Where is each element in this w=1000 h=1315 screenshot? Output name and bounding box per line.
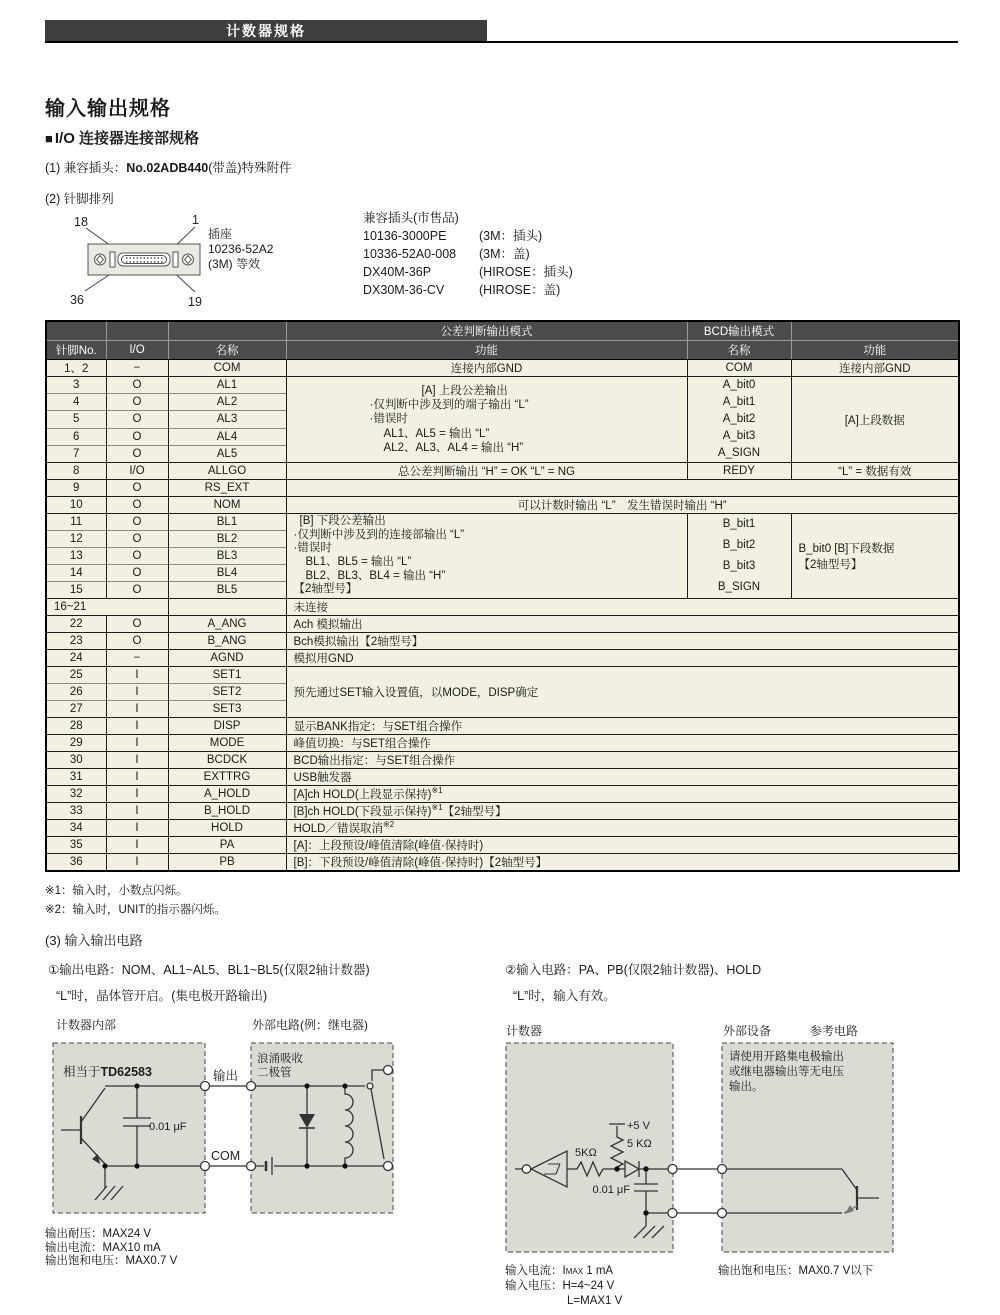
pin-number-18: 18 [74, 215, 88, 229]
item1-prefix: (1) 兼容插头： [45, 161, 127, 175]
bcd-name-line: A_bit0 [722, 379, 756, 391]
counter-label: 计数器 [506, 1024, 543, 1038]
square-bullet-icon: ■ [45, 131, 53, 146]
io-cell: − [106, 650, 168, 667]
bcd-name-cell: COM [687, 360, 791, 377]
table-row [46, 803, 959, 820]
pin-cell: 11 [46, 514, 106, 531]
connector-body [88, 244, 200, 275]
func-cell: BCD输出指定：与SET组合操作 [286, 752, 959, 769]
name-cell: PB [168, 854, 286, 872]
func-line: ·错误时 [293, 542, 332, 555]
footnote-1: ※1：输入时，小数点闪烁。 [45, 885, 188, 897]
name-cell: BL2 [168, 531, 286, 548]
table-row [46, 497, 959, 514]
item1-model: No.02ADB440 [126, 161, 209, 175]
plug-desc: (HIROSE：插头) [479, 265, 573, 279]
name-cell: A_ANG [168, 616, 286, 633]
func-cell [286, 514, 687, 599]
io-cell: O [106, 548, 168, 565]
func-cell [286, 786, 959, 803]
pin-cell: 30 [46, 752, 106, 769]
ic-equivalent-label: 相当于TD62583 [63, 1065, 152, 1079]
spec-subscript: MAX [565, 1267, 584, 1276]
io-cell: O [106, 377, 168, 394]
spec-line [505, 1264, 622, 1279]
name-cell: SET2 [168, 684, 286, 701]
io-cell: O [106, 531, 168, 548]
func-text: [B]ch HOLD(下段显示保持) [293, 806, 432, 818]
com-terminal-label: COM [211, 1149, 241, 1163]
pin-cell: 7 [46, 445, 106, 462]
func-text: [A]ch HOLD(上段显示保持) [293, 789, 432, 801]
bcd-name-line: A_bit1 [722, 396, 756, 408]
bcd-name-line: A_bit2 [722, 413, 756, 425]
table-row [46, 377, 959, 394]
func-cell: Ach 模拟输出 [286, 616, 959, 633]
io-cell: I [106, 718, 168, 735]
bcd-name-cell [687, 514, 791, 599]
func-cell: 显示BANK指定：与SET组合操作 [286, 718, 959, 735]
table-row [46, 599, 959, 616]
header-bcd-mode: BCD输出模式 [687, 321, 791, 341]
pin-cell: 22 [46, 616, 106, 633]
table-row [46, 837, 959, 854]
name-cell: HOLD [168, 820, 286, 837]
spec-label: 输入电流：I [505, 1265, 566, 1277]
func-cell: 可以计数时输出 “L” 发生错误时输出 “H” [286, 497, 959, 514]
io-cell: I [106, 837, 168, 854]
spec-value: 1 mA [583, 1265, 614, 1277]
table-row [46, 360, 959, 377]
io-cell: I [106, 684, 168, 701]
pin-number-1: 1 [192, 213, 199, 227]
name-cell: NOM [168, 497, 286, 514]
pin-cell: 25 [46, 667, 106, 684]
name-cell: B_HOLD [168, 803, 286, 820]
name-cell: MODE [168, 735, 286, 752]
table-row [46, 616, 959, 633]
plug-row [363, 227, 573, 245]
item1-suffix: (带盖)特殊附件 [208, 161, 292, 175]
bcd-name-line: A_SIGN [717, 447, 761, 459]
plug-row [363, 263, 573, 281]
func-note-marker: ※1 [431, 803, 443, 813]
pin-cell: 13 [46, 548, 106, 565]
input-circuit-subheading: “L”时，输入有效。 [513, 989, 616, 1003]
external-note-line-1: 请使用开路集电极输出 [729, 1051, 844, 1063]
pin-cell: 36 [46, 854, 106, 872]
name-cell: ALLGO [168, 463, 286, 480]
socket-line: 10236-52A2 [208, 242, 274, 256]
func-line: AL1、AL5 = 输出 “L” [383, 427, 490, 440]
table-row [46, 752, 959, 769]
bcd-func-line: B_bit0 [B]下段数据 [798, 543, 895, 555]
header-empty [46, 321, 106, 341]
func-cell: [A]：上段预设/峰值清除(峰值·保持时) [286, 837, 959, 854]
pin-cell: 31 [46, 769, 106, 786]
pin-number-19: 19 [188, 295, 202, 309]
pin-cell: 35 [46, 837, 106, 854]
bcd-name-cell: REDY [687, 463, 791, 480]
socket-line: 插座 [208, 227, 233, 241]
header-empty [168, 321, 286, 341]
socket-label [208, 227, 273, 272]
pin-cell: 6 [46, 428, 106, 445]
name-cell: COM [168, 360, 286, 377]
func-cell [286, 803, 959, 820]
io-cell: O [106, 633, 168, 650]
external-note-line-3: 输出。 [729, 1081, 764, 1093]
func-line: [A] 上段公差输出 [421, 384, 508, 397]
bcd-name-line: B_SIGN [717, 581, 761, 593]
bcd-func-cell: [A]上段数据 [791, 377, 959, 463]
io-cell: O [106, 394, 168, 411]
name-cell: A_HOLD [168, 786, 286, 803]
pin-assignment-table [45, 320, 960, 872]
func-tail: 【2轴型号】 [442, 806, 507, 818]
item-compatible-plug [45, 158, 292, 176]
name-cell: AL3 [168, 411, 286, 428]
header-bcd-func: 功能 [791, 341, 959, 360]
name-cell: B_ANG [168, 633, 286, 650]
spec-line: 输出电流：MAX10 mA [45, 1241, 161, 1254]
name-cell: SET3 [168, 701, 286, 718]
pin-cell: 8 [46, 463, 106, 480]
name-cell: SET1 [168, 667, 286, 684]
table-header-row-2 [46, 341, 959, 360]
func-cell: [B]：下段预设/峰值清除(峰值·保持时)【2轴型号】 [286, 854, 959, 872]
io-cell: I [106, 803, 168, 820]
pin-cell: 5 [46, 411, 106, 428]
func-cell: 未连接 [286, 599, 959, 616]
name-cell: BL1 [168, 514, 286, 531]
bcd-name-line: B_bit2 [722, 539, 756, 551]
reference-circuit-label: 参考电路 [810, 1024, 859, 1038]
table-row [46, 633, 959, 650]
func-cell: 峰值切换：与SET组合操作 [286, 735, 959, 752]
func-line: ·仅判断中涉及到的端子输出 “L” [369, 399, 529, 412]
io-cell: I [106, 786, 168, 803]
pin-cell: 10 [46, 497, 106, 514]
func-line: ·仅判断中涉及到的连接部输出 “L” [293, 528, 465, 541]
input-circuit-specs [505, 1264, 622, 1309]
name-cell: BL3 [168, 548, 286, 565]
bcd-name-line: B_bit3 [722, 560, 756, 572]
subsection-title-text: I/O 连接器连接部规格 [54, 130, 200, 147]
io-cell: O [106, 616, 168, 633]
header-io: I/O [106, 341, 168, 360]
table-header-row-1 [46, 321, 959, 341]
io-cell: − [106, 360, 168, 377]
header-tolerance-mode: 公差判断输出模式 [286, 321, 687, 341]
plug-model: DX30M-36-CV [363, 283, 445, 297]
capacitor-value-label: 0.01 μF [592, 1184, 630, 1196]
output-circuit-specs [45, 1228, 177, 1269]
name-cell: PA [168, 837, 286, 854]
plug-model: 10136-3000PE [363, 229, 447, 243]
func-text: HOLD／错误取消 [293, 823, 383, 835]
io-cell: I [106, 769, 168, 786]
name-cell: AL1 [168, 377, 286, 394]
surge-label-2: 二极管 [257, 1067, 292, 1079]
pullup-resistor-label: 5 KΩ [627, 1138, 652, 1150]
plug-row [363, 281, 573, 299]
func-cell: 连接内部GND [286, 360, 687, 377]
socket-line: (3M) 等效 [208, 257, 260, 271]
plug-row [363, 245, 573, 263]
plug-desc: (3M：盖) [479, 247, 530, 261]
pin-cell: 26 [46, 684, 106, 701]
io-cell: O [106, 411, 168, 428]
table-footnotes [45, 882, 226, 920]
spec-line: L=MAX1 V [567, 1295, 623, 1307]
pin-cell: 24 [46, 650, 106, 667]
pin-cell: 32 [46, 786, 106, 803]
table-row [46, 480, 959, 497]
table-row [46, 667, 959, 684]
io-cell: O [106, 480, 168, 497]
table-row [46, 769, 959, 786]
plug-model: 10336-52A0-008 [363, 247, 457, 261]
vcc-label: +5 V [627, 1120, 650, 1132]
page-banner-tab: 计数器规格 [45, 20, 487, 41]
table-row [46, 786, 959, 803]
header-pin-no: 针脚No. [46, 341, 106, 360]
input-circuit-diagram [505, 1040, 895, 1255]
io-cell: I [106, 752, 168, 769]
external-note-line-2: 或继电器输出等无电压 [729, 1066, 844, 1078]
io-cell: I/O [106, 463, 168, 480]
table-row [46, 463, 959, 480]
pin-cell: 12 [46, 531, 106, 548]
func-line: [B] 下段公差输出 [299, 515, 386, 528]
header-bcd-name: 名称 [687, 341, 791, 360]
section3-title: (3) 输入输出电路 [45, 933, 143, 948]
pin-cell: 27 [46, 701, 106, 718]
pin-cell: 23 [46, 633, 106, 650]
surge-label-1: 浪涌吸收 [257, 1053, 303, 1065]
func-line: 【2轴型号】 [293, 583, 358, 596]
pin-number-36: 36 [70, 293, 84, 307]
func-cell [286, 820, 959, 837]
io-cell: I [106, 701, 168, 718]
plug-model: DX40M-36P [363, 265, 432, 279]
pin-cell: 15 [46, 582, 106, 599]
io-cell: O [106, 514, 168, 531]
bcd-func-line: 【2轴型号】 [798, 559, 863, 571]
pin-cell: 29 [46, 735, 106, 752]
external-device-label: 外部设备 [723, 1024, 772, 1038]
io-cell: I [106, 820, 168, 837]
name-cell: AL5 [168, 445, 286, 462]
pin-cell: 16~21 [46, 599, 168, 616]
compatible-plug-list [363, 209, 573, 299]
name-cell: DISP [168, 718, 286, 735]
name-cell [168, 599, 286, 616]
subsection-title [45, 127, 199, 148]
io-cell: I [106, 667, 168, 684]
name-cell: AL2 [168, 394, 286, 411]
bcd-name-line: B_bit1 [722, 518, 756, 530]
counter-internal-label: 计数器内部 [56, 1018, 117, 1032]
spec-line: 输入电压：H=4~24 V [505, 1280, 615, 1292]
output-terminal-label: 输出 [213, 1069, 239, 1083]
banner-rule [45, 41, 958, 43]
table-row [46, 650, 959, 667]
func-note-marker: ※1 [431, 786, 443, 796]
func-cell: USB触发器 [286, 769, 959, 786]
spec-line: 输出耐压：MAX24 V [45, 1228, 152, 1240]
func-line: AL2、AL3、AL4 = 输出 “H” [383, 441, 524, 454]
table-row [46, 514, 959, 531]
output-circuit-subheading: “L”时，晶体管开启。(集电极开路输出) [56, 989, 268, 1003]
table-row [46, 718, 959, 735]
func-cell: 模拟用GND [286, 650, 959, 667]
header-empty [791, 321, 959, 341]
output-circuit-diagram [45, 1030, 395, 1230]
header-name: 名称 [168, 341, 286, 360]
pin-cell: 34 [46, 820, 106, 837]
name-cell: RS_EXT [168, 480, 286, 497]
external-output-spec: 输出饱和电压：MAX0.7 V以下 [718, 1265, 874, 1277]
plug-list-title: 兼容插头(市售品) [363, 211, 459, 225]
io-cell: O [106, 565, 168, 582]
plug-desc: (HIROSE：盖) [479, 283, 561, 297]
io-cell: O [106, 582, 168, 599]
name-cell: AL4 [168, 428, 286, 445]
func-line: ·错误时 [369, 413, 408, 426]
bcd-func-cell [791, 514, 959, 599]
name-cell: BCDCK [168, 752, 286, 769]
func-cell [286, 480, 959, 497]
func-line: BL1、BL5 = 输出 “L” [305, 556, 412, 568]
bcd-func-cell: “L” = 数据有效 [791, 463, 959, 480]
table-row [46, 854, 959, 872]
io-cell: I [106, 854, 168, 872]
item-pin-layout: (2) 针脚排列 [45, 192, 114, 206]
bcd-name-line: A_bit3 [722, 430, 756, 442]
external-circuit-label: 外部电路(例：继电器) [252, 1018, 368, 1032]
input-circuit-heading: ②输入电路：PA、PB(仅限2轴计数器)、HOLD [505, 963, 762, 977]
func-line: BL2、BL3、BL4 = 输出 “H” [305, 569, 446, 582]
pin-cell: 3 [46, 377, 106, 394]
name-cell: AGND [168, 650, 286, 667]
capacitor-value-label: 0.01 μF [149, 1121, 187, 1133]
io-cell: O [106, 497, 168, 514]
page-title: 输入输出规格 [45, 98, 171, 120]
bcd-func-cell: 连接内部GND [791, 360, 959, 377]
series-resistor-label: 5KΩ [575, 1147, 597, 1159]
plug-desc: (3M：插头) [479, 229, 543, 243]
func-cell: Bch模拟输出【2轴型号】 [286, 633, 959, 650]
bcd-name-cell [687, 377, 791, 463]
pin-cell: 9 [46, 480, 106, 497]
func-note-marker: ※2 [382, 820, 395, 830]
header-func: 功能 [286, 341, 687, 360]
pin-cell: 1、2 [46, 360, 106, 377]
name-cell: BL5 [168, 582, 286, 599]
output-circuit-heading: ①输出电路：NOM、AL1~AL5、BL1~BL5(仅限2轴计数器) [48, 963, 370, 977]
header-empty [106, 321, 168, 341]
func-cell: 总公差判断输出 “H” = OK “L” = NG [286, 463, 687, 480]
func-cell [286, 377, 687, 463]
io-cell: O [106, 445, 168, 462]
table-row [46, 820, 959, 837]
io-cell: O [106, 428, 168, 445]
name-cell: EXTTRG [168, 769, 286, 786]
pin-cell: 33 [46, 803, 106, 820]
table-row [46, 735, 959, 752]
pin-cell: 4 [46, 394, 106, 411]
spec-line: 输出饱和电压：MAX0.7 V [45, 1255, 178, 1267]
io-cell: I [106, 735, 168, 752]
name-cell: BL4 [168, 565, 286, 582]
pin-cell: 28 [46, 718, 106, 735]
footnote-2: ※2：输入时，UNIT的指示器闪烁。 [45, 904, 226, 916]
func-cell: 预先通过SET输入设置值，以MODE，DISP确定 [286, 667, 959, 718]
pin-cell: 14 [46, 565, 106, 582]
